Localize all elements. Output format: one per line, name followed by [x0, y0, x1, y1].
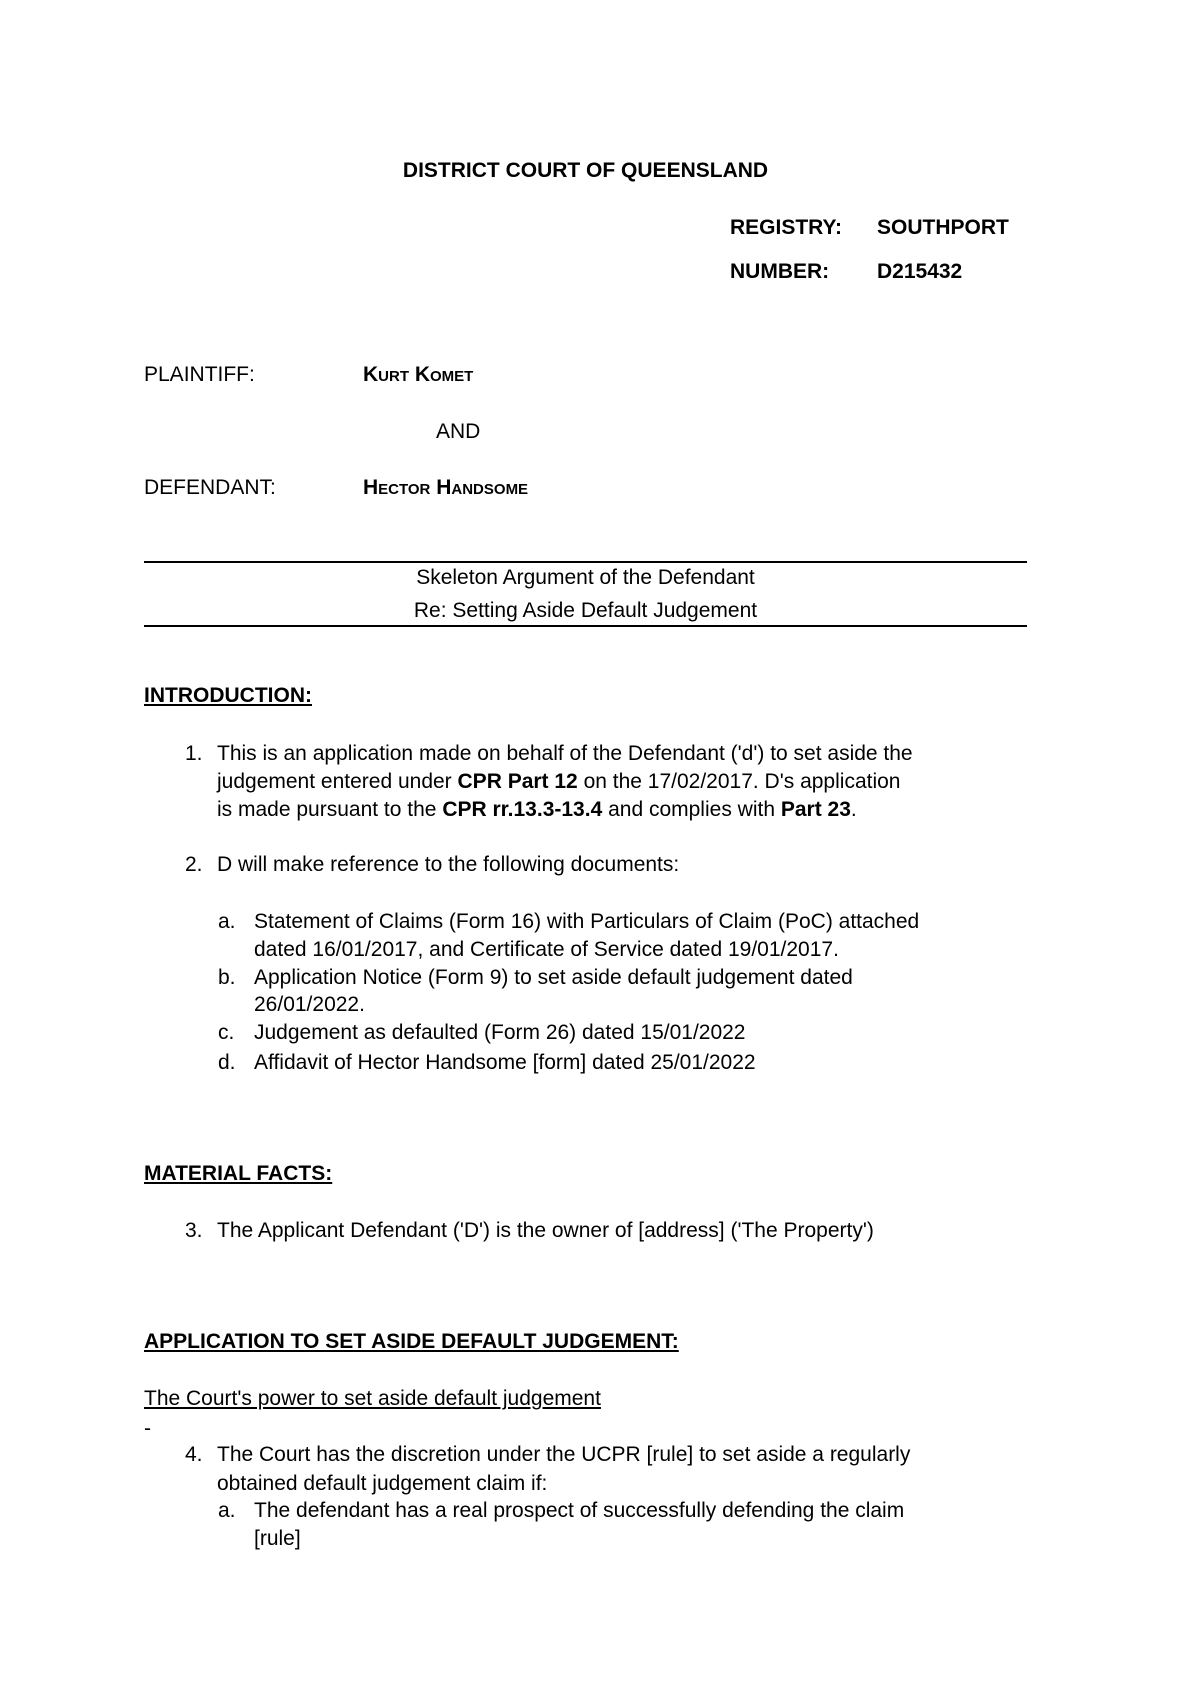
doc-d-letter: d. — [218, 1051, 236, 1074]
para-1-line-2: judgement entered under CPR Part 12 on the 17/02/2017. D's application — [217, 770, 901, 793]
doc-a-line-1: Statement of Claims (Form 16) with Particulars of Claim (PoC) attached — [254, 910, 920, 933]
number-value: D215432 — [877, 260, 963, 283]
doc-d-line-1: Affidavit of Hector Handsome [form] dated 25/01/2022 — [254, 1051, 756, 1074]
court-name: DISTRICT COURT OF QUEENSLAND — [402, 159, 769, 182]
para-1-number: 1. — [185, 742, 203, 765]
plaintiff-name: Kurt Komet — [363, 363, 474, 386]
defendant-name: Hector Handsome — [363, 476, 529, 499]
application-heading: APPLICATION TO SET ASIDE DEFAULT JUDGEMENT: — [144, 1330, 679, 1353]
para-4a-letter: a. — [218, 1499, 236, 1522]
introduction-heading: INTRODUCTION: — [144, 684, 312, 707]
defendant-label: DEFENDANT: — [144, 476, 276, 499]
title-line-1: Skeleton Argument of the Defendant — [416, 566, 755, 589]
para-2-number: 2. — [185, 853, 203, 876]
court-power-subheading: The Court's power to set aside default judgement — [144, 1387, 601, 1410]
para-1-line-1: This is an application made on behalf of the Defendant ('d') to set aside the — [217, 742, 913, 765]
doc-c-letter: c. — [218, 1021, 235, 1044]
stray-dash: - — [144, 1417, 151, 1440]
para-4-number: 4. — [185, 1443, 203, 1466]
doc-a-line-2: dated 16/01/2017, and Certificate of Service dated 19/01/2017. — [254, 938, 839, 961]
para-3-number: 3. — [185, 1219, 203, 1242]
para-4-line-2: obtained default judgement claim if: — [217, 1472, 548, 1495]
title-top-rule — [144, 561, 1027, 563]
doc-b-line-2: 26/01/2022. — [254, 993, 365, 1016]
doc-c-line-1: Judgement as defaulted (Form 26) dated 15/01/2022 — [254, 1021, 746, 1044]
title-bottom-rule — [144, 625, 1027, 627]
para-2-text: D will make reference to the following documents: — [217, 853, 680, 876]
para-4a-line-2: [rule] — [254, 1527, 301, 1550]
material-facts-heading: MATERIAL FACTS: — [144, 1162, 333, 1185]
plaintiff-label: PLAINTIFF: — [144, 363, 255, 386]
para-4a-line-1: The defendant has a real prospect of successfully defending the claim — [254, 1499, 905, 1522]
title-line-2: Re: Setting Aside Default Judgement — [413, 599, 758, 622]
para-4-line-1: The Court has the discretion under the UCPR [rule] to set aside a regularly — [217, 1443, 911, 1466]
number-label: NUMBER: — [730, 260, 830, 283]
registry-value: SOUTHPORT — [877, 216, 1009, 239]
doc-b-letter: b. — [218, 966, 236, 989]
doc-b-line-1: Application Notice (Form 9) to set aside default judgement dated — [254, 966, 853, 989]
para-1-line-3: is made pursuant to the CPR rr.13.3-13.4 and complies with Part 23. — [217, 798, 857, 821]
para-3-text: The Applicant Defendant ('D') is the owner of [address] ('The Property') — [217, 1219, 874, 1242]
registry-label: REGISTRY: — [730, 216, 843, 239]
and-label: AND — [436, 420, 481, 443]
doc-a-letter: a. — [218, 910, 236, 933]
